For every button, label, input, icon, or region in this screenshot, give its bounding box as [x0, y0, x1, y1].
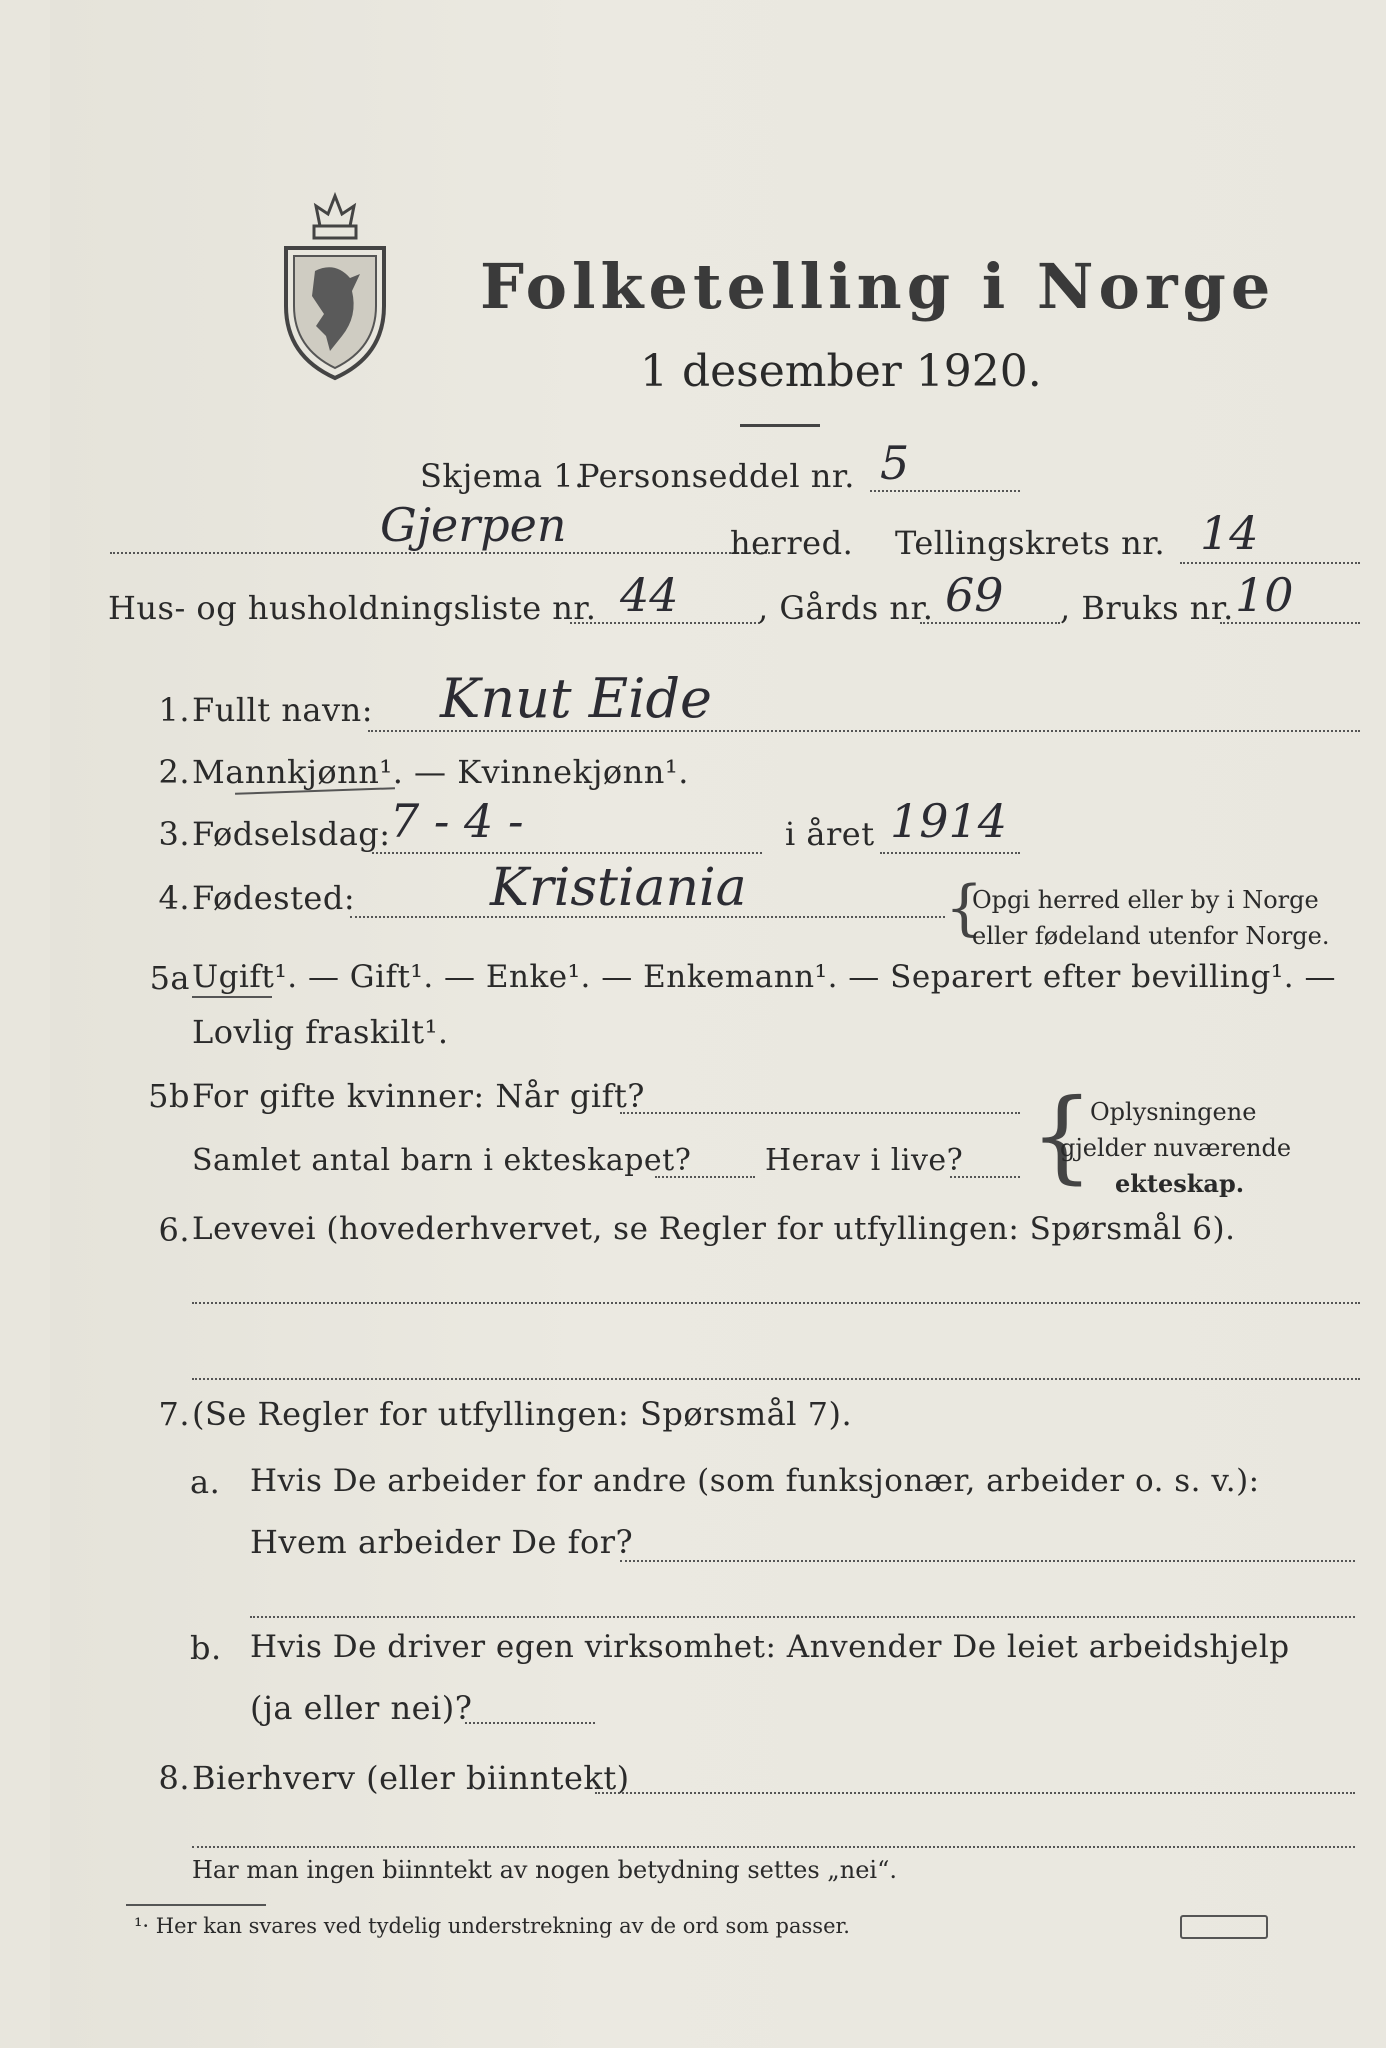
census-form-sheet [50, 0, 1386, 2048]
q7a-label-2: Hvem arbeider De for? [250, 1523, 634, 1561]
title-divider [740, 424, 820, 427]
q8-label: Bierhverv (eller biinntekt) [192, 1759, 630, 1797]
q3-year-dots [880, 852, 1020, 854]
q1-value[interactable]: Knut Eide [440, 667, 712, 730]
q5b-label: For gifte kvinner: Når gift? [192, 1077, 645, 1115]
q6-number: 6. [158, 1211, 190, 1249]
q4-value[interactable]: Kristiania [490, 858, 747, 918]
norway-coat-of-arms-icon [280, 186, 390, 382]
q7a-dots-2 [250, 1616, 1355, 1618]
form-date: 1 desember 1920. [640, 346, 1042, 397]
q6-dots-2 [192, 1378, 1360, 1380]
gards-value[interactable]: 69 [945, 568, 1004, 622]
q3-value[interactable]: 7 - 4 - [390, 794, 524, 848]
q4-note-1: Opgi herred eller by i Norge [972, 886, 1319, 914]
herred-dots [110, 552, 770, 554]
q7a-dots-1 [620, 1560, 1355, 1562]
printer-stamp [1180, 1915, 1268, 1939]
q3-year-value[interactable]: 1914 [890, 794, 1008, 848]
q3-year-label: i året [785, 815, 875, 853]
q3-label: Fødselsdag: [192, 815, 391, 853]
q8-number: 8. [158, 1759, 190, 1797]
personseddel-value[interactable]: 5 [880, 436, 910, 490]
q5b-dots-3 [950, 1176, 1020, 1178]
q7a-label: Hvis De arbeider for andre (som funksjonær, arbeider o. s. v.): [250, 1463, 1260, 1499]
bruks-label: , Bruks nr. [1060, 589, 1234, 627]
q2-label: Mannkjønn¹. — Kvinnekjønn¹. [192, 753, 689, 791]
q7b-label: Hvis De driver egen virksomhet: Anvender De leiet arbeidshjelp [250, 1629, 1290, 1665]
husliste-dots [570, 622, 760, 624]
q5b-note-3: ekteskap. [1115, 1169, 1245, 1198]
q3-dots [372, 852, 762, 854]
q5b-label-2: Samlet antal barn i ekteskapet? [192, 1143, 692, 1178]
bruks-dots [1220, 622, 1360, 624]
tellingskrets-dots [1180, 562, 1360, 564]
q5a-label-2: Lovlig fraskilt¹. [192, 1013, 449, 1051]
q4-note-2: eller fødeland utenfor Norge. [972, 922, 1330, 950]
form-title: Folketelling i Norge [480, 250, 1276, 323]
q5b-note-1: Oplysningene [1090, 1098, 1257, 1126]
q6-dots-1 [192, 1302, 1360, 1304]
bruks-value[interactable]: 10 [1235, 568, 1294, 622]
husliste-label: Hus- og husholdningsliste nr. [108, 589, 597, 627]
q7-number: 7. [158, 1395, 190, 1433]
q5b-brace: { [1030, 1077, 1094, 1194]
herred-value[interactable]: Gjerpen [380, 498, 567, 552]
herred-label: herred. [730, 524, 854, 562]
q7b-label-2: (ja eller nei)? [250, 1689, 473, 1727]
q5b-label-3: Herav i live? [765, 1143, 964, 1178]
q5b-note-2: gjelder nuværende [1060, 1134, 1292, 1162]
footnote: ¹· Her kan svares ved tydelig understrekning av de ord som passer. [134, 1914, 850, 1938]
q5b-dots-2 [655, 1176, 755, 1178]
q2-number: 2. [158, 753, 190, 791]
q5a-underline [192, 996, 272, 998]
q7b-number: b. [190, 1629, 222, 1667]
q4-dots [350, 916, 945, 918]
q1-label: Fullt navn: [192, 691, 373, 729]
personseddel-dots [870, 490, 1020, 492]
q3-number: 3. [158, 815, 190, 853]
gards-dots [920, 622, 1060, 624]
q4-label: Fødested: [192, 879, 356, 917]
q7-label: (Se Regler for utfyllingen: Spørsmål 7). [192, 1395, 853, 1433]
q5b-dots [620, 1112, 1020, 1114]
q1-dots [368, 730, 1360, 732]
schema-label: Skjema 1. [420, 457, 585, 495]
gards-label: , Gårds nr. [758, 589, 934, 627]
footnote-rule [126, 1904, 266, 1906]
q4-number: 4. [158, 879, 190, 917]
q1-number: 1. [158, 691, 190, 729]
husliste-value[interactable]: 44 [620, 568, 679, 622]
q8-note: Har man ingen biinntekt av nogen betydning settes „nei“. [192, 1856, 897, 1884]
q4-brace: { [945, 873, 984, 943]
q8-dots-1 [595, 1792, 1355, 1794]
q7a-number: a. [190, 1463, 221, 1501]
q6-label: Levevei (hovederhvervet, se Regler for utfyllingen: Spørsmål 6). [192, 1211, 1236, 1247]
q8-dots-2 [192, 1846, 1355, 1848]
tellingskrets-label: Tellingskrets nr. [895, 524, 1166, 562]
q5a-number: 5a [149, 959, 190, 997]
q7b-dots [465, 1722, 595, 1724]
personseddel-label: Personseddel nr. [578, 457, 855, 495]
q5b-number: 5b [148, 1077, 190, 1115]
tellingskrets-value[interactable]: 14 [1200, 506, 1259, 560]
q5a-label: Ugift¹. — Gift¹. — Enke¹. — Enkemann¹. — Separert efter bevilling¹. — [192, 959, 1336, 995]
